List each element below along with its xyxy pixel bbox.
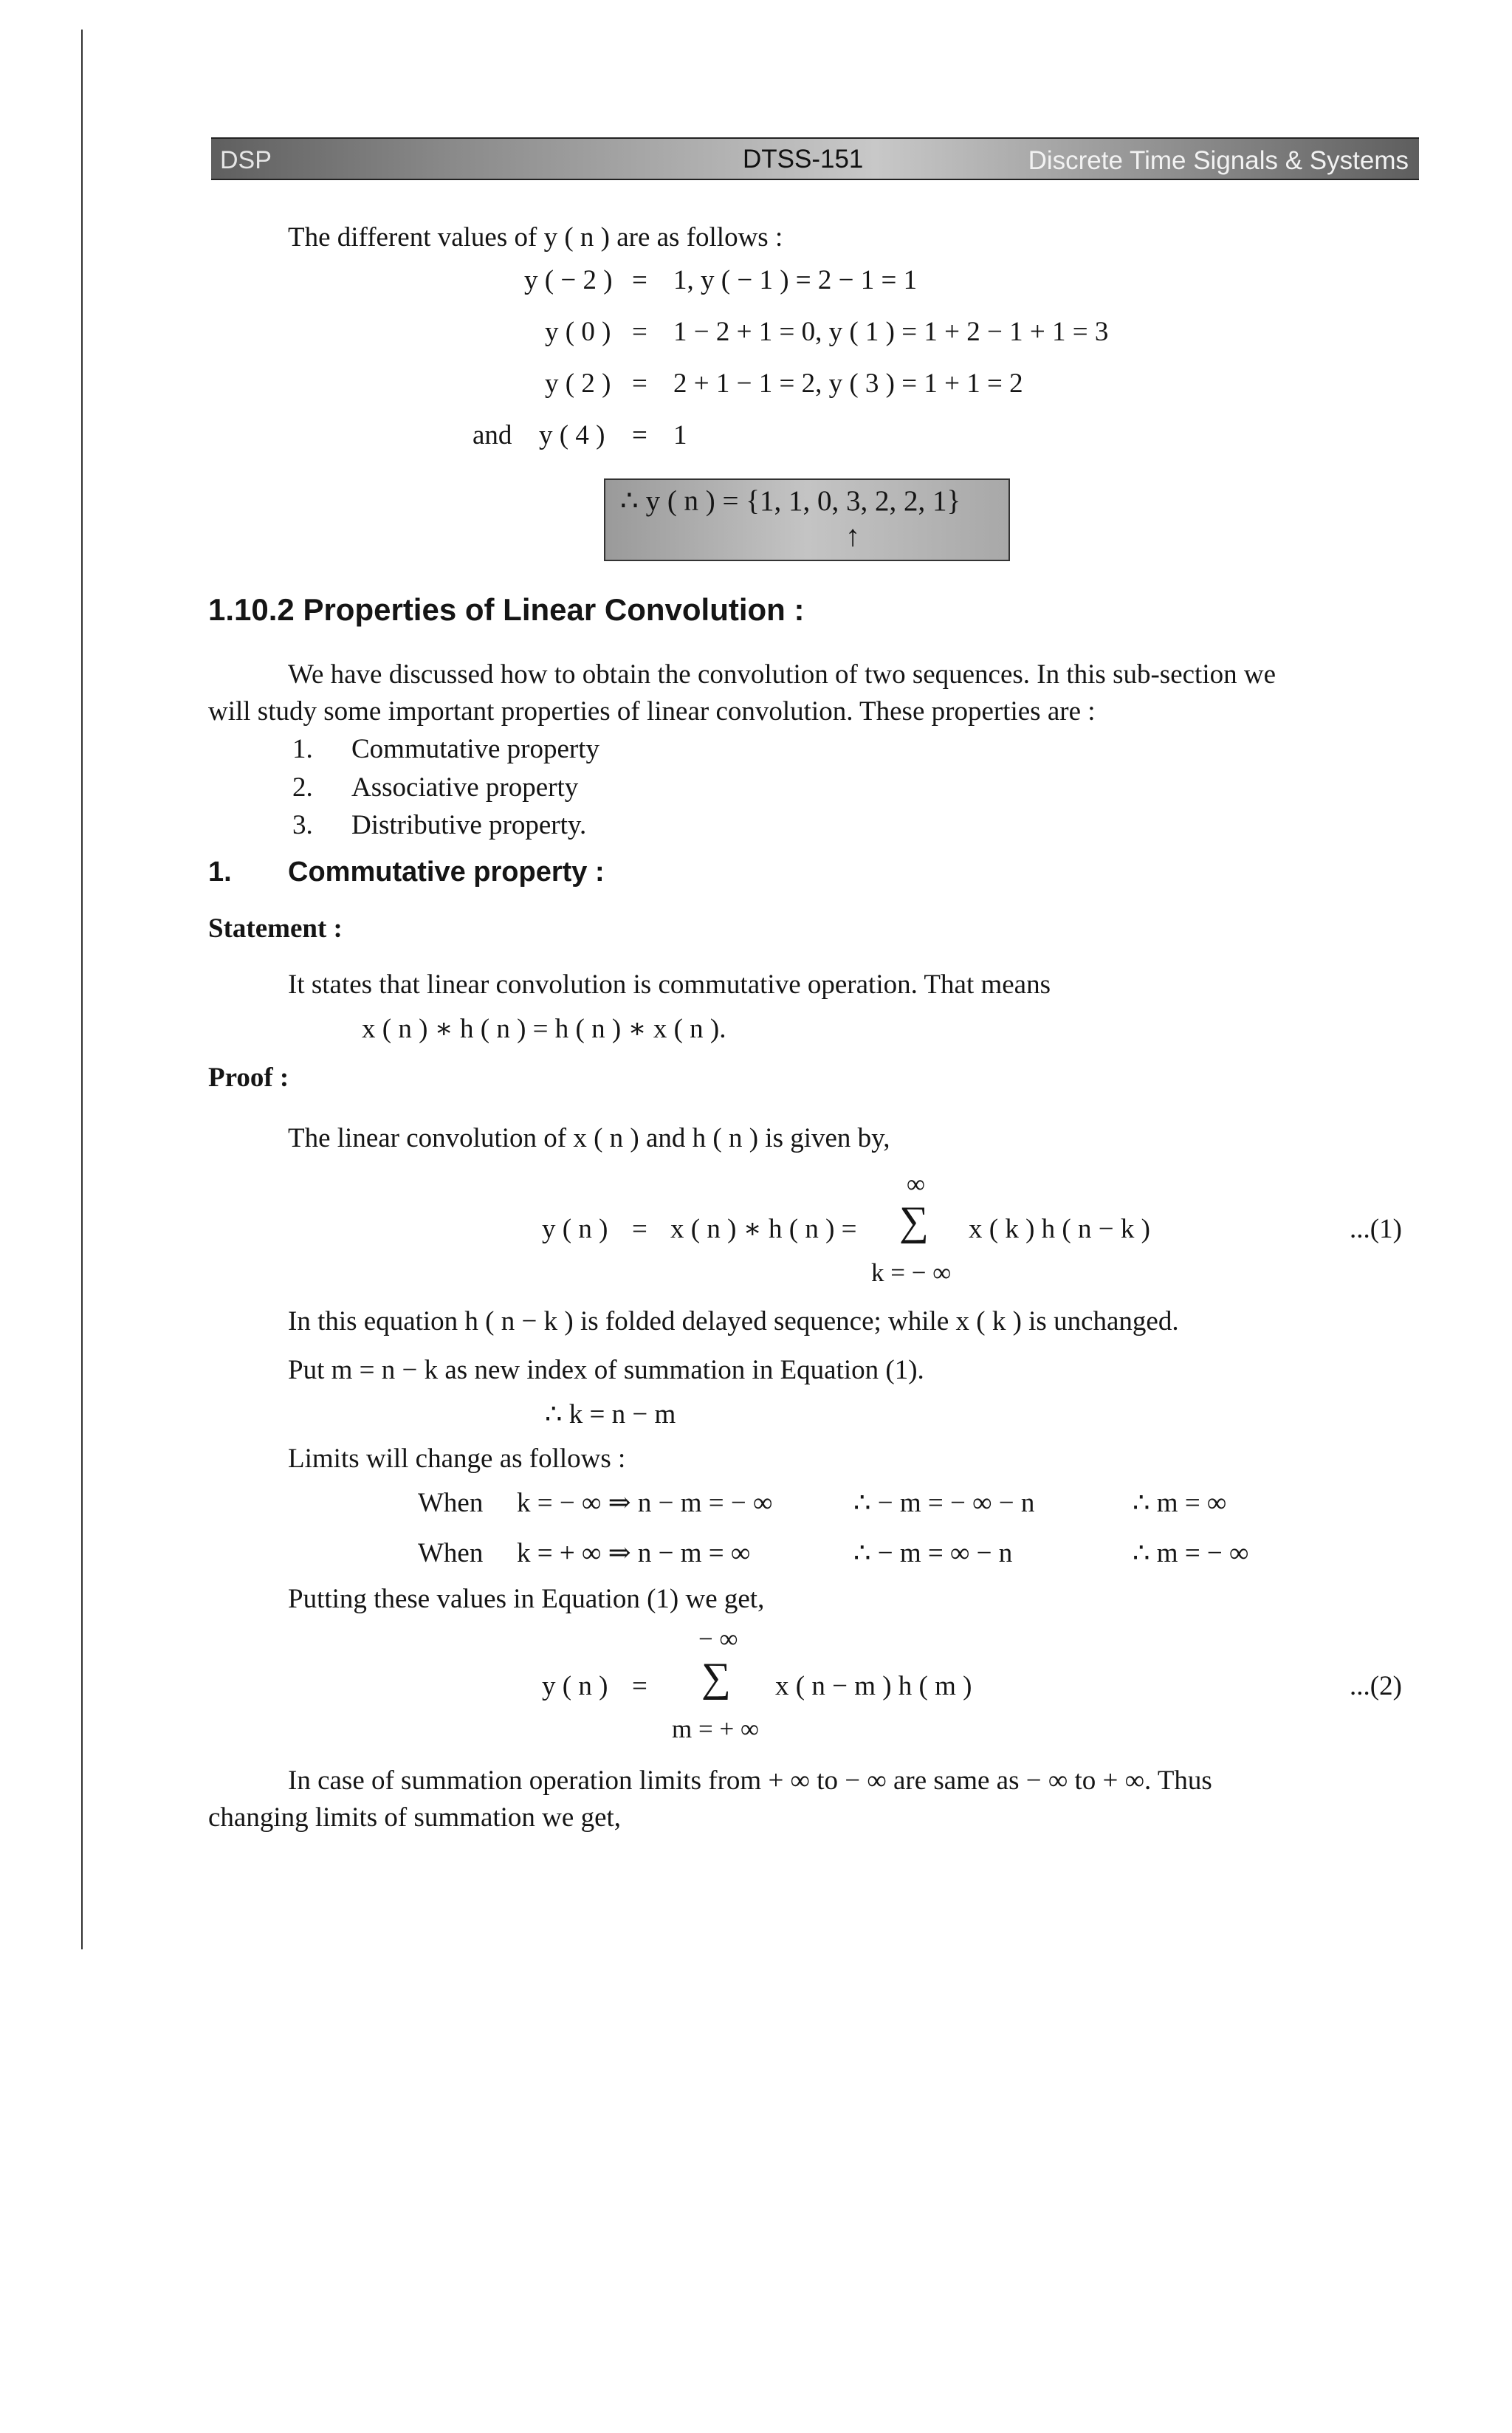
putting-line: Putting these values in Equation (1) we get, (288, 1584, 765, 1614)
value-lhs: y ( 2 ) (545, 368, 611, 399)
when-label: When (418, 1538, 484, 1568)
page-header (211, 137, 1419, 180)
proof-line-2: In this equation h ( n − k ) is folded delayed sequence; while x ( k ) is unchanged. (288, 1306, 1179, 1336)
value-rhs: 1, y ( − 1 ) = 2 − 1 = 1 (673, 265, 918, 295)
closing-line-2: changing limits of summation we get, (208, 1802, 622, 1833)
proof-line-1: The linear convolution of x ( n ) and h ( n ) is given by, (288, 1123, 890, 1153)
closing-line-1: In case of summation operation limits from + ∞ to − ∞ are same as − ∞ to + ∞. Thus (288, 1765, 1212, 1796)
intro-line: The different values of y ( n ) are as follows : (288, 222, 783, 253)
list-item-number: 3. (292, 810, 313, 840)
value-lhs: y ( 0 ) (545, 317, 611, 347)
header-course-code: DTSS-151 (743, 145, 864, 174)
margin-rule (81, 30, 83, 1949)
result-equation: ∴ y ( n ) = {1, 1, 0, 3, 2, 2, 1} (620, 485, 961, 517)
limits-line: Limits will change as follows : (288, 1444, 626, 1474)
value-eq: = (632, 420, 647, 450)
header-left-label: DSP (220, 146, 272, 174)
result-box (604, 478, 1010, 561)
eq2-lhs: y ( n ) (542, 1671, 608, 1701)
eq2-upper-limit: − ∞ (698, 1624, 738, 1653)
value-rhs: 1 − 2 + 1 = 0, y ( 1 ) = 1 + 2 − 1 + 1 = 3 (673, 317, 1109, 347)
list-item: Distributive property. (351, 810, 587, 840)
statement-text: It states that linear convolution is commutative operation. That means (288, 970, 1051, 1000)
eq2-equals: = (632, 1671, 647, 1701)
value-eq: = (632, 317, 647, 347)
statement-equation: x ( n ) ∗ h ( n ) = h ( n ) ∗ x ( n ). (362, 1014, 726, 1044)
when-result: ∴ m = − ∞ (1133, 1538, 1249, 1568)
when-step: ∴ − m = − ∞ − n (853, 1488, 1035, 1518)
list-item: Associative property (351, 772, 579, 803)
eq2-term: x ( n − m ) h ( m ) (775, 1671, 972, 1701)
value-rhs: 2 + 1 − 1 = 2, y ( 3 ) = 1 + 1 = 2 (673, 368, 1023, 399)
list-item: Commutative property (351, 734, 600, 764)
header-chapter-title: Discrete Time Signals & Systems (1028, 146, 1409, 175)
subheading-number: 1. (208, 857, 232, 888)
value-lhs: y ( − 2 ) (524, 265, 613, 295)
eq1-equals: = (632, 1214, 647, 1244)
proof-label: Proof : (208, 1063, 289, 1093)
eq2-lower-limit: m = + ∞ (672, 1715, 759, 1743)
list-item-number: 2. (292, 772, 313, 803)
value-lhs: y ( 4 ) (539, 420, 605, 450)
section-heading: 1.10.2 Properties of Linear Convolution : (208, 592, 805, 627)
value-eq: = (632, 368, 647, 399)
list-item-number: 1. (292, 734, 313, 764)
when-label: When (418, 1488, 484, 1518)
eq1-upper-limit: ∞ (907, 1170, 925, 1198)
statement-label: Statement : (208, 913, 343, 944)
when-result: ∴ m = ∞ (1133, 1488, 1227, 1518)
eq1-tag: ...(1) (1350, 1214, 1402, 1244)
summation-icon: ∑ (899, 1198, 929, 1244)
when-condition: k = − ∞ ⇒ n − m = − ∞ (517, 1488, 773, 1518)
section-intro-line-1: We have discussed how to obtain the convolution of two sequences. In this sub-section we (288, 659, 1276, 690)
origin-arrow-icon: ↑ (845, 519, 860, 552)
when-step: ∴ − m = ∞ − n (853, 1538, 1013, 1568)
value-rhs: 1 (673, 420, 687, 450)
when-condition: k = + ∞ ⇒ n − m = ∞ (517, 1538, 751, 1568)
summation-icon: ∑ (701, 1655, 731, 1701)
value-prefix: and (472, 420, 512, 450)
subheading: Commutative property : (288, 857, 605, 888)
eq2-tag: ...(2) (1350, 1671, 1402, 1701)
value-eq: = (632, 265, 647, 295)
therefore-equation: ∴ k = n − m (545, 1399, 676, 1430)
eq1-middle: x ( n ) ∗ h ( n ) = (670, 1214, 857, 1244)
eq1-lower-limit: k = − ∞ (871, 1258, 952, 1287)
eq1-lhs: y ( n ) (542, 1214, 608, 1244)
proof-line-3: Put m = n − k as new index of summation in Equation (1). (288, 1355, 924, 1385)
eq1-term: x ( k ) h ( n − k ) (969, 1214, 1150, 1244)
section-intro-line-2: will study some important properties of linear convolution. These properties are : (208, 696, 1096, 727)
